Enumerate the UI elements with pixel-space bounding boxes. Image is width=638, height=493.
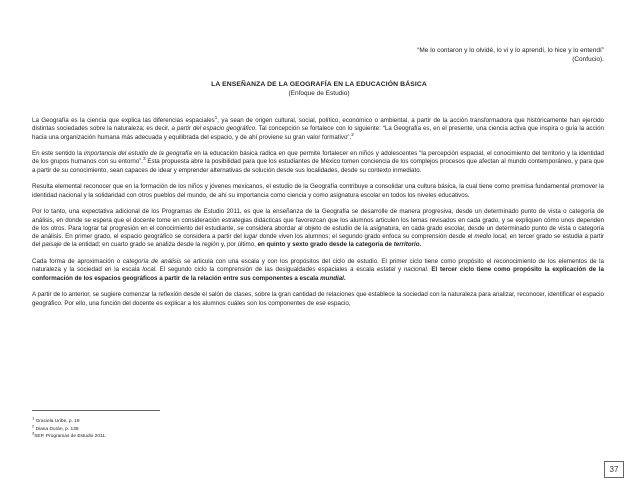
footnote-item bbox=[32, 430, 107, 441]
p4-text-f: . bbox=[419, 241, 422, 249]
p4-italic-4: región bbox=[201, 241, 220, 249]
p4-text-d: de la entidad; en cuarto grado se analiza desde la bbox=[61, 241, 202, 249]
page-title: LA ENSEÑANZA DE LA GEOGRAFÍA EN LA EDUCACIÓN BÁSICA bbox=[211, 81, 427, 88]
p4-text-c: local; en tercer grado se estudia a partir del bbox=[32, 233, 604, 249]
p5-italic-2: local bbox=[142, 266, 156, 274]
footnotes bbox=[32, 415, 107, 441]
p5-text-c: . El segundo ciclo la comprensión de las desigualdades espaciales a escala bbox=[155, 266, 377, 274]
p4-italic-1: lugar bbox=[243, 233, 258, 241]
p5-text-f: . bbox=[343, 274, 346, 282]
paragraph-6: A partir de lo anterior, se sugiere comenzar la reflexión desde el salón de clases, sobre la gran cantidad de relaciones que establece la sociedad con la naturaleza para analizar, reconocer, identificar el espacio geográfico. Por ello, una función del docente es explicar a los alumnos cuáles son los componentes de ese espacio, bbox=[32, 291, 604, 307]
p5-bold-italic-1 bbox=[320, 275, 344, 282]
p4-text-b: donde viven los alumnos; el segundo grado enfoca su comprensión desde el bbox=[257, 233, 475, 241]
p2-italic-1: importancia del estudio de la geografía bbox=[83, 150, 192, 158]
p4-italic-3: paisaje bbox=[41, 241, 62, 249]
p4-bold-1: en quinto y sexto grado desde la categoría de bbox=[257, 241, 394, 249]
p5-text-a: Cada forma de aproximación o bbox=[32, 258, 123, 266]
p5-italic-4: nacional bbox=[403, 266, 427, 274]
footnote-item bbox=[32, 423, 106, 434]
footnote-text: SEP, Programas de Estudio 2011. bbox=[34, 434, 107, 440]
paragraph-1 bbox=[32, 114, 604, 142]
p5-bold-italic-text: mundial bbox=[320, 274, 344, 282]
footnote-text: Diana Durán, p. 138 bbox=[35, 426, 79, 432]
p1-italic-1: a partir del espacio geográfico bbox=[171, 125, 256, 133]
footnote-ref-2: 2 bbox=[351, 131, 354, 137]
paragraph-3: Resulta elemental reconocer que en la formación de los niños y jóvenes mexicanos, el estudio de la Geografía contribuye a consolidar una cultura básica, la cual tiene como premisa fundamental promover la identidad nacional y la solidaridad con otros pueblos del mundo, de ahí su importancia como ciencia y como asignatura escolar en todos los niveles educativos. bbox=[32, 183, 604, 199]
footnote-number: 1 bbox=[32, 415, 35, 421]
footnote-number: 2 bbox=[32, 423, 35, 428]
footnote-text: Graciela Uribe, p. 19 bbox=[35, 419, 80, 424]
p1-text-b: , ya sean de origen cultural, social, político, económico o ambiental, a partir de la acción transformadora que históricamente han ejercido distintas sociedades sobre la naturaleza; es decir, bbox=[32, 117, 604, 133]
p5-italic-1: categoría de análisis bbox=[122, 258, 182, 266]
page-number: 37 bbox=[604, 461, 624, 478]
footnote-ref-3: 3 bbox=[143, 156, 146, 162]
p4-text-a: Por lo tanto, una expectativa adicional de los Programas de Estudio 2011, es que la enseñanza de la Geografía se desarrolle de manera progresiva, desde un determinado punto de vista o categoría de análisis, en donde se espera que el docente tome en consideración estrategias didácticas que favorezcan que los alumnos articulen los temas revisados en cada grado, y se expliquen cómo unos dependen de los otros. Para lograr tal progresión en el conocimiento del estudiante, se considera abordar al objeto de estudio de la asignatura, en cada grado escolar, desde un determinado punto de vista o categoría de análisis. En primer grado, el espacio geográfico se considera a partir del bbox=[32, 208, 604, 241]
p4-bold-italic-text: territorio bbox=[393, 241, 420, 249]
footnote-ref-1: 1 bbox=[214, 114, 218, 120]
epigraph-quote: “Me lo contaron y lo olvidé, lo vi y lo aprendí, lo hice y lo entendí” bbox=[417, 47, 604, 54]
page-subtitle: (Enfoque de Estudio) bbox=[288, 90, 350, 97]
p4-text-e: y, por último, bbox=[219, 241, 258, 249]
p5-bold-1: El tercer ciclo tiene como propósito la explicación de la conformación de los espacios geográficos a partir de la relación entre sus componentes a escala bbox=[32, 266, 604, 282]
p5-text-e: . bbox=[426, 266, 432, 274]
p2-text-b: en la educación básica radica en que permite fortalecer en niños y adolescentes “la percepción espacial, el conocimiento del territorio y la identidad de los grupos humanos con su entorno”. bbox=[32, 150, 604, 166]
p4-italic-2: medio bbox=[474, 233, 492, 241]
paragraph-4 bbox=[32, 208, 604, 249]
footnote-divider bbox=[32, 410, 160, 411]
p4-bold-italic-1 bbox=[394, 241, 420, 248]
p5-text-b: se articula con una escala y con los propósitos del ciclo de estudio. El primer ciclo tiene como propósito el reconocimiento de los elementos de la naturaleza y la sociedad en la escala bbox=[32, 258, 604, 274]
epigraph-author: (Confucio). bbox=[572, 56, 604, 63]
footnote-item bbox=[32, 415, 106, 426]
body-text bbox=[32, 114, 604, 316]
paragraph-2 bbox=[32, 150, 604, 175]
p1-text-c: . Tal concepción se fortalece con lo siguiente: “La Geografía es, en el presente, una ciencia activa que inspira o guía la acción hacia una organización humana más adecuada y equilibrada del espacio, y de ahí proviene su gran valor formativo”. bbox=[32, 125, 604, 141]
p2-text-c: Esta propuesta abre la posibilidad para que los estudiantes de México tomen conciencia de los complejos procesos que afectan al mundo contemporáneo, y para que a partir de su conocimiento, sean capaces de idear y emprender alternativas de solución desde sus localidades, desde su contexto inmediato. bbox=[32, 158, 604, 174]
paragraph-5 bbox=[32, 258, 604, 283]
p1-text-a: La Geografía es la ciencia que explica las diferencias espaciales bbox=[32, 117, 215, 124]
p5-text-d: y bbox=[395, 266, 404, 274]
p2-text-a: En este sentido la bbox=[32, 150, 84, 158]
p5-italic-3: estatal bbox=[376, 266, 396, 274]
footnote-number: 3 bbox=[32, 430, 35, 436]
